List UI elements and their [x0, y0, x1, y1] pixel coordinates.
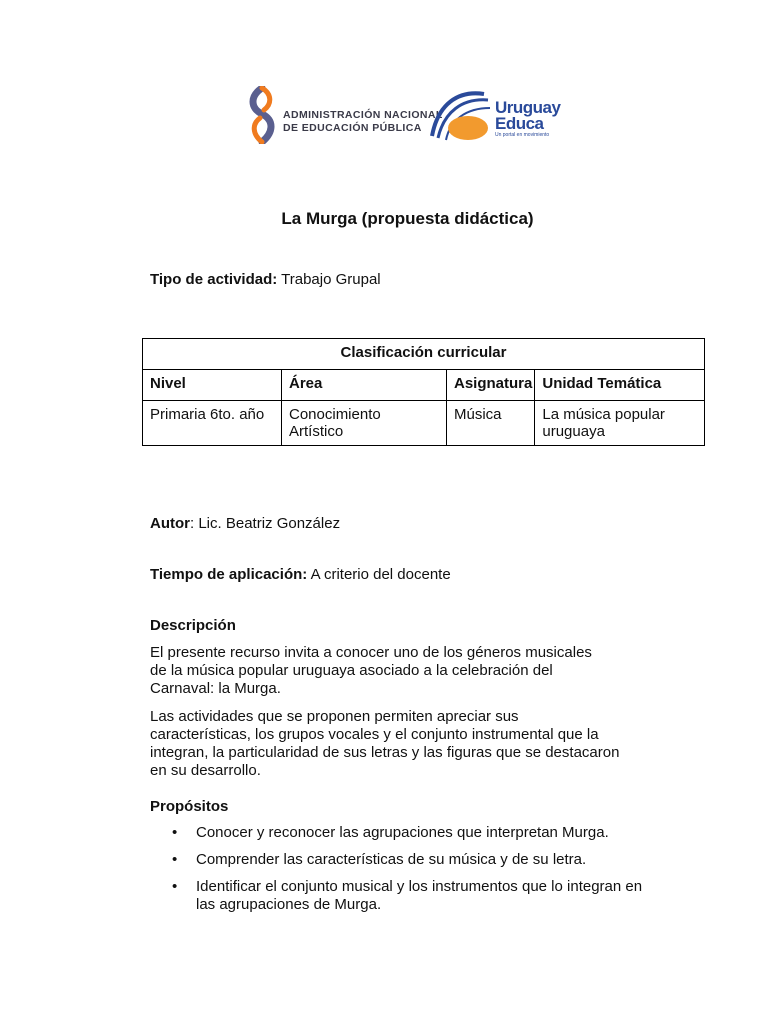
activity-value: Trabajo Grupal [277, 271, 381, 288]
cell-area [282, 401, 447, 446]
table-header-row [143, 370, 705, 401]
list-item [150, 851, 670, 869]
educa-tagline: Un portal en movimiento [495, 132, 550, 138]
uruguay-educa-logo-icon [428, 86, 494, 144]
activity-type [150, 271, 381, 288]
classification-table [142, 338, 705, 446]
author-label: Autor [150, 515, 190, 532]
cell-unidad [535, 401, 705, 446]
educa-line-2: Educa [495, 114, 544, 133]
cell-asignatura: Música [447, 401, 535, 446]
paragraph-line: de la música popular uruguaya asociado a la celebración del [150, 662, 553, 679]
table-heading-row [143, 339, 705, 370]
anep-line-2: DE EDUCACIÓN PÚBLICA [283, 121, 422, 134]
paragraph-line: integran, la particularidad de sus letras y las figuras que se destacaron [150, 744, 620, 761]
author [150, 515, 340, 532]
anep-logo-icon [242, 86, 282, 144]
application-time [150, 566, 451, 583]
bullet-icon: • [172, 878, 178, 895]
educa-name [495, 100, 560, 132]
column-header-unidad: Unidad Temática [535, 370, 705, 401]
list-item [150, 824, 670, 842]
educa-line-1: Uruguay [495, 98, 561, 117]
column-header-nivel: Nivel [143, 370, 282, 401]
author-value: : Lic. Beatriz González [190, 515, 341, 532]
document-title: La Murga (propuesta didáctica) [281, 209, 534, 228]
time-value: A criterio del docente [307, 566, 451, 583]
list-item-line: Comprender las características de su música y de su letra. [196, 851, 587, 868]
purposes-heading: Propósitos [150, 798, 229, 815]
cell-unidad-line-2: uruguaya [542, 423, 605, 440]
header-logos [240, 84, 560, 146]
column-header-area: Área [282, 370, 447, 401]
cell-area-line-2: Artístico [289, 423, 344, 440]
paragraph-line: Carnaval: la Murga. [150, 680, 281, 697]
activity-label: Tipo de actividad: [150, 271, 278, 288]
list-item-line: las agrupaciones de Murga. [196, 896, 382, 913]
anep-name [283, 109, 443, 134]
paragraph-line: Las actividades que se proponen permiten apreciar sus [150, 708, 519, 725]
description-paragraph-2 [150, 708, 670, 780]
cell-nivel: Primaria 6to. año [143, 401, 282, 446]
purposes-list [150, 824, 670, 923]
table-heading: Clasificación curricular [143, 339, 705, 370]
paragraph-line: características, los grupos vocales y el conjunto instrumental que la [150, 726, 599, 743]
cell-area-line-1: Conocimiento [289, 406, 381, 423]
paragraph-line: en su desarrollo. [150, 762, 261, 779]
column-header-asignatura: Asignatura [447, 370, 535, 401]
table-row [143, 401, 705, 446]
anep-line-1: ADMINISTRACIÓN NACIONAL [283, 109, 443, 121]
list-item-line: Conocer y reconocer las agrupaciones que interpretan Murga. [196, 824, 609, 841]
list-item-line: Identificar el conjunto musical y los instrumentos que lo integran en [196, 878, 643, 895]
paragraph-line: El presente recurso invita a conocer uno de los géneros musicales [150, 644, 592, 661]
cell-unidad-line-1: La música popular [542, 406, 665, 423]
description-heading: Descripción [150, 617, 236, 634]
bullet-icon: • [172, 851, 178, 868]
list-item [150, 878, 670, 914]
description-paragraph-1 [150, 644, 650, 698]
bullet-icon: • [172, 824, 178, 841]
time-label: Tiempo de aplicación: [150, 566, 308, 583]
